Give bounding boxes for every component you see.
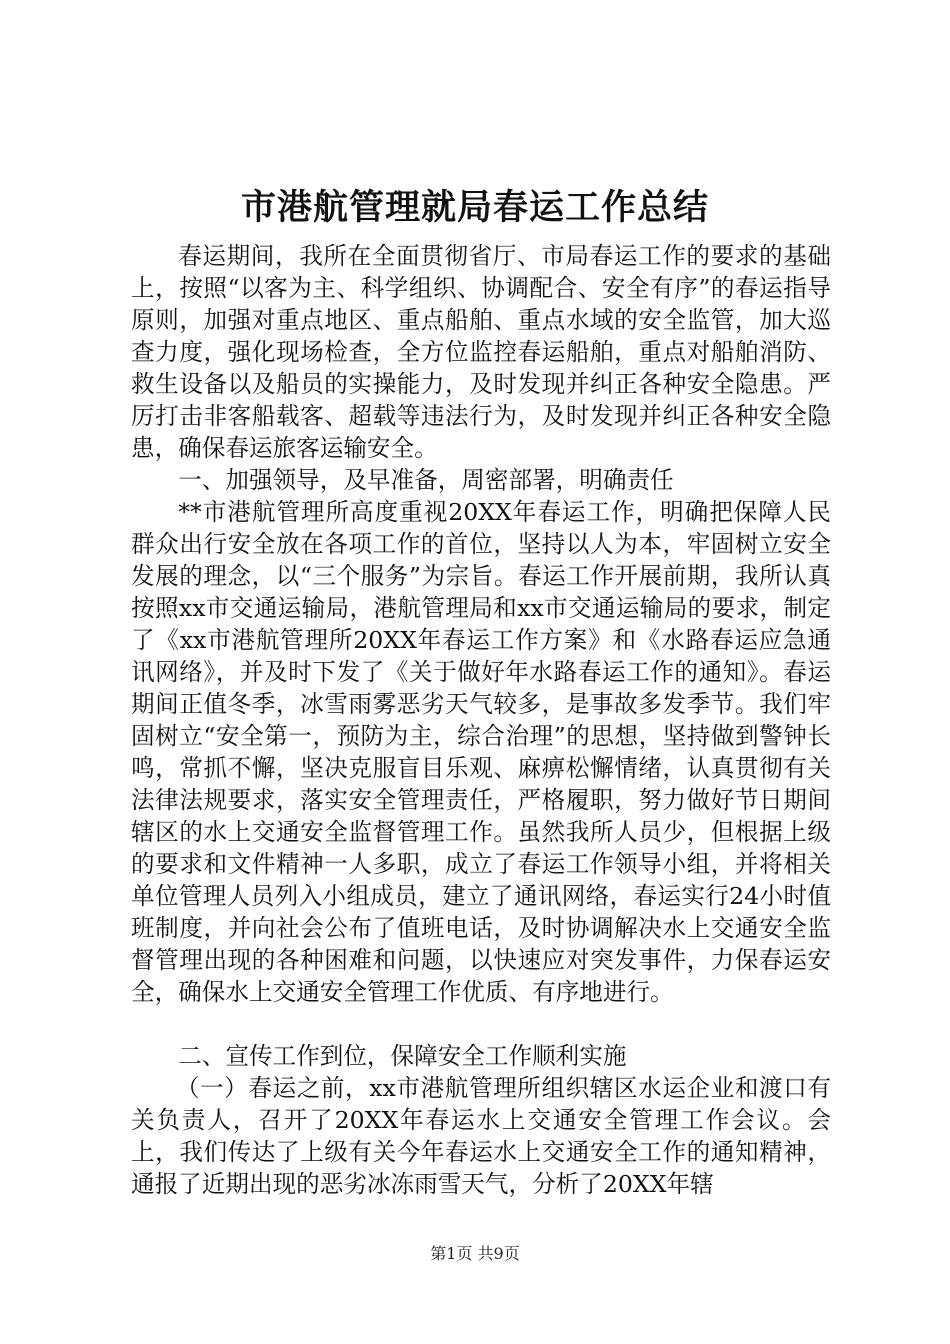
paragraph-gap [131, 1008, 831, 1040]
paragraph-section-2-item-1: （一）春运之前，xx市港航管理所组织辖区水运企业和渡口有关负责人，召开了20XX年春运水上交通安全管理工作会议。会上，我们传达了上级有关今年春运水上交通安全工作的通知精神，通报了近期出现的恶劣冰冻雨雪天气，分析了20XX年辖 [131, 1074, 831, 1198]
paragraph-intro: 春运期间，我所在全面贯彻省厅、市局春运工作的要求的基础上，按照“以客为主、科学组织、协调配合、安全有序”的春运指导原则，加强对重点地区、重点船舶、重点水域的安全监管，加大巡查力度，强化现场检查，全方位监控春运船舶，重点对船舶消防、救生设备以及船员的实操能力，及时发现并纠正各种安全隐患。严厉打击非客船载客、超载等违法行为，及时发现并纠正各种安全隐患，确保春运旅客运输安全。 [131, 242, 831, 462]
section-heading-2: 二、宣传工作到位，保障安全工作顺利实施 [178, 1042, 627, 1070]
paragraph-section-1: **市港航管理所高度重视20XX年春运工作，明确把保障人民群众出行安全放在各项工作的首位，坚持以人为本，牢固树立安全发展的理念，以“三个服务”为宗旨。春运工作开展前期，我所认真按照xx市交通运输局，港航管理局和xx市交通运输局的要求，制定了《xx市港航管理所20XX年春运工作方案》和《水路春运应急通讯网络》，并及时下发了《关于做好年水路春运工作的通知》。春运期间正值冬季，冰雪雨雾恶劣天气较多，是事故多发季节。我们牢固树立“安全第一，预防为主，综合治理”的思想，坚持做到警钟长鸣，常抓不懈，坚决克服盲目乐观、麻痹松懈情绪，认真贯彻有关法律法规要求，落实安全管理责任，严格履职，努力做好节日期间辖区的水上交通安全监督管理工作。虽然我所人员少，但根据上级的要求和文件精神一人多职，成立了春运工作领导小组，并将相关单位管理人员列入小组成员，建立了通讯网络，春运实行24小时值班制度，并向社会公布了值班电话，及时协调解决水上交通安全监督管理出现的各种困难和问题，以快速应对突发事件，力保春运安全，确保水上交通安全管理工作优质、有序地进行。 [131, 498, 831, 1006]
document-body [131, 240, 831, 1200]
document-title: 市港航管理就局春运工作总结 [240, 187, 709, 228]
page-number-footer: 第1页 共9页 [430, 1244, 520, 1263]
section-heading-1: 一、加强领导，及早准备，周密部署，明确责任 [178, 466, 674, 494]
